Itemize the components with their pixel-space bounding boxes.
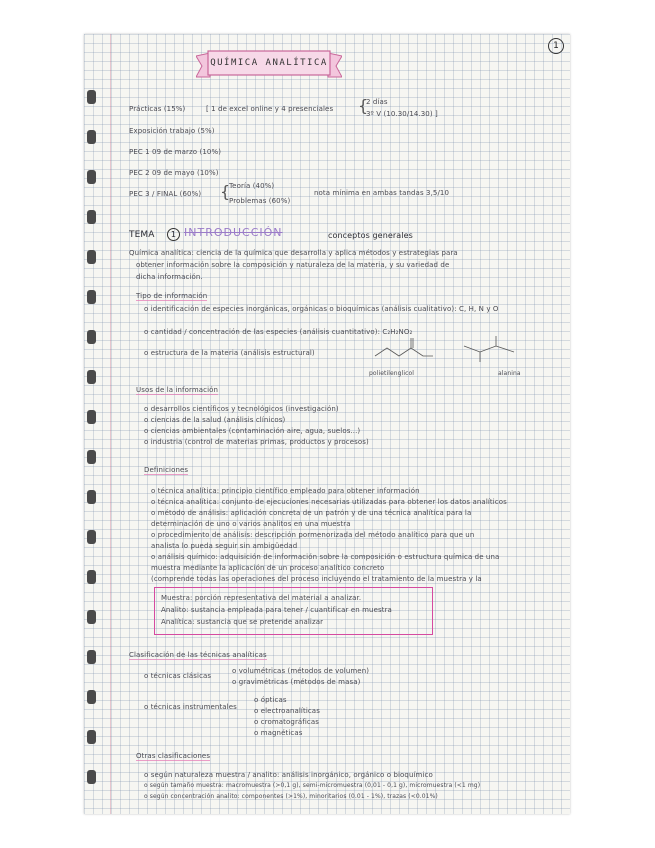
definiciones-item: o procedimiento de análisis: descripción pormenorizada del método analítico para que un bbox=[151, 531, 475, 539]
definiciones-item: o método de análisis: aplicación concreta de un patrón y de una técnica analítica para la bbox=[151, 509, 472, 517]
binder-holes bbox=[84, 34, 110, 814]
margin-line bbox=[110, 34, 111, 814]
page-number: 1 bbox=[548, 38, 564, 54]
exposicion-label: Exposición trabajo (5%) bbox=[129, 127, 215, 135]
binder-hole bbox=[87, 730, 96, 744]
otras-item: o según concentración analito: componentes (>1%), minoritarios (0.01 - 1%), trazas (<0.01%) bbox=[144, 793, 438, 800]
binder-hole bbox=[87, 490, 96, 504]
box-line: Analítica: sustancia que se pretende analizar bbox=[161, 618, 324, 626]
binder-hole bbox=[87, 250, 96, 264]
definiciones-item: determinación de uno o varios analitos en una muestra bbox=[151, 520, 351, 528]
usos-item: o ciencias de la salud (análisis clínicos) bbox=[144, 416, 286, 424]
pec3-teoria: Teoría (40%) bbox=[229, 182, 275, 190]
box-line: Muestra: porción representativa del material a analizar. bbox=[161, 594, 362, 602]
usos-item: o ciencias ambientales (contaminación aire, agua, suelos...) bbox=[144, 427, 361, 435]
instrumentales-item: o magnéticas bbox=[254, 729, 303, 737]
tipo-info-item: o cantidad / concentración de las especies (análisis cuantitativo): C₂H₂NO₂ bbox=[144, 328, 413, 336]
binder-hole bbox=[87, 650, 96, 664]
structure-label-right: alanina bbox=[498, 370, 521, 377]
instrumentales-item: o cromatográficas bbox=[254, 718, 320, 726]
tipo-info-item: o estructura de la materia (análisis estructural) bbox=[144, 349, 315, 357]
usos-heading: Usos de la información bbox=[136, 386, 219, 394]
brace-icon: { bbox=[220, 182, 231, 201]
box-line: Analito: sustancia empleada para tener / cuantificar en muestra bbox=[161, 606, 392, 614]
tipo-info-heading: Tipo de información bbox=[136, 292, 208, 300]
usos-item: o desarrollos científicos y tecnológicos (investigación) bbox=[144, 405, 339, 413]
chemical-structure-icon bbox=[373, 334, 463, 364]
binder-hole bbox=[87, 130, 96, 144]
instrumentales-item: o ópticas bbox=[254, 696, 287, 704]
binder-hole bbox=[87, 170, 96, 184]
tema-crossed-title: INTRODUCCIÓN bbox=[184, 226, 283, 239]
tipo-info-item: o identificación de especies inorgánicas, orgánicas o bioquímicas (análisis cualitativo): C, H, N y O bbox=[144, 305, 499, 313]
clasificacion-heading: Clasificación de las técnicas analíticas bbox=[129, 651, 267, 659]
page-title: QUÍMICA ANALÍTICA bbox=[210, 58, 328, 68]
alanine-structure bbox=[460, 334, 540, 368]
binder-hole bbox=[87, 90, 96, 104]
definition-line: Química analítica: ciencia de la química que desarrolla y aplica métodos y estrategias para bbox=[129, 249, 458, 257]
otras-heading: Otras clasificaciones bbox=[136, 752, 211, 760]
instrumentales-item: o electroanalíticas bbox=[254, 707, 320, 715]
binder-hole bbox=[87, 570, 96, 584]
otras-item: o según tamaño muestra: macromuestra (>0,1 g), semi-micromuestra (0,01 - 0,1 g), micromuestra (<1 mg) bbox=[144, 782, 481, 789]
binder-hole bbox=[87, 530, 96, 544]
title-banner bbox=[196, 50, 342, 80]
notebook-page bbox=[84, 34, 570, 814]
tema-number: 1 bbox=[167, 228, 180, 241]
definiciones-item: analista lo pueda seguir sin ambigüedad bbox=[151, 542, 298, 550]
binder-hole bbox=[87, 690, 96, 704]
practicas-label: Prácticas (15%) bbox=[129, 105, 186, 113]
brace-icon: { bbox=[358, 96, 369, 115]
tema-subtitle: conceptos generales bbox=[328, 231, 413, 240]
structure-label-left: polietilenglicol bbox=[369, 370, 415, 377]
binder-hole bbox=[87, 770, 96, 784]
pec3-problemas: Problemas (60%) bbox=[229, 197, 291, 205]
clasicas-label: o técnicas clásicas bbox=[144, 672, 212, 680]
pec3-label: PEC 3 / FINAL (60%) bbox=[129, 190, 202, 198]
usos-item: o industria (control de materias primas, productos y procesos) bbox=[144, 438, 369, 446]
binder-hole bbox=[87, 370, 96, 384]
definiciones-item: muestra mediante la aplicación de un proceso analítico concreto bbox=[151, 564, 385, 572]
chemical-structure-icon bbox=[460, 334, 540, 364]
practicas-detail: [ 1 de excel online y 4 presenciales bbox=[206, 105, 334, 113]
pec1-label: PEC 1 09 de marzo (10%) bbox=[129, 148, 222, 156]
binder-hole bbox=[87, 330, 96, 344]
definiciones-item: o técnica analítica: conjunto de ejecuciones necesarias utilizadas para obtener los datos analíticos bbox=[151, 498, 507, 506]
binder-hole bbox=[87, 410, 96, 424]
binder-hole bbox=[87, 610, 96, 624]
clasicas-item: o volumétricas (métodos de volumen) bbox=[232, 667, 370, 675]
binder-hole bbox=[87, 290, 96, 304]
pec3-note: nota mínima en ambas tandas 3,5/10 bbox=[314, 189, 450, 197]
binder-hole bbox=[87, 210, 96, 224]
definition-line: obtener información sobre la composición y naturaleza de la materia, y su variedad de bbox=[136, 261, 450, 269]
practicas-brace-1: 2 días bbox=[366, 98, 388, 106]
definiciones-heading: Definiciones bbox=[144, 466, 189, 474]
definitions-box bbox=[154, 587, 433, 635]
instrumentales-label: o técnicas instrumentales bbox=[144, 703, 237, 711]
practicas-brace-2: 3º V (10.30/14.30) ] bbox=[366, 110, 438, 118]
pec2-label: PEC 2 09 de mayo (10%) bbox=[129, 169, 219, 177]
definiciones-item: o análisis químico: adquisición de información sobre la composición o estructura química de una bbox=[151, 553, 500, 561]
definition-line: dicha información. bbox=[136, 273, 203, 281]
otras-item: o según naturaleza muestra / analito: análisis inorgánico, orgánico o bioquímico bbox=[144, 771, 433, 779]
polymer-structure bbox=[373, 334, 463, 368]
definiciones-item: (comprende todas las operaciones del proceso incluyendo el tratamiento de la muestra y la bbox=[151, 575, 482, 583]
clasicas-item: o gravimétricas (métodos de masa) bbox=[232, 678, 361, 686]
definiciones-item: o técnica analítica: principio científico empleado para obtener información bbox=[151, 487, 420, 495]
tema-label: TEMA bbox=[129, 230, 155, 240]
binder-hole bbox=[87, 450, 96, 464]
